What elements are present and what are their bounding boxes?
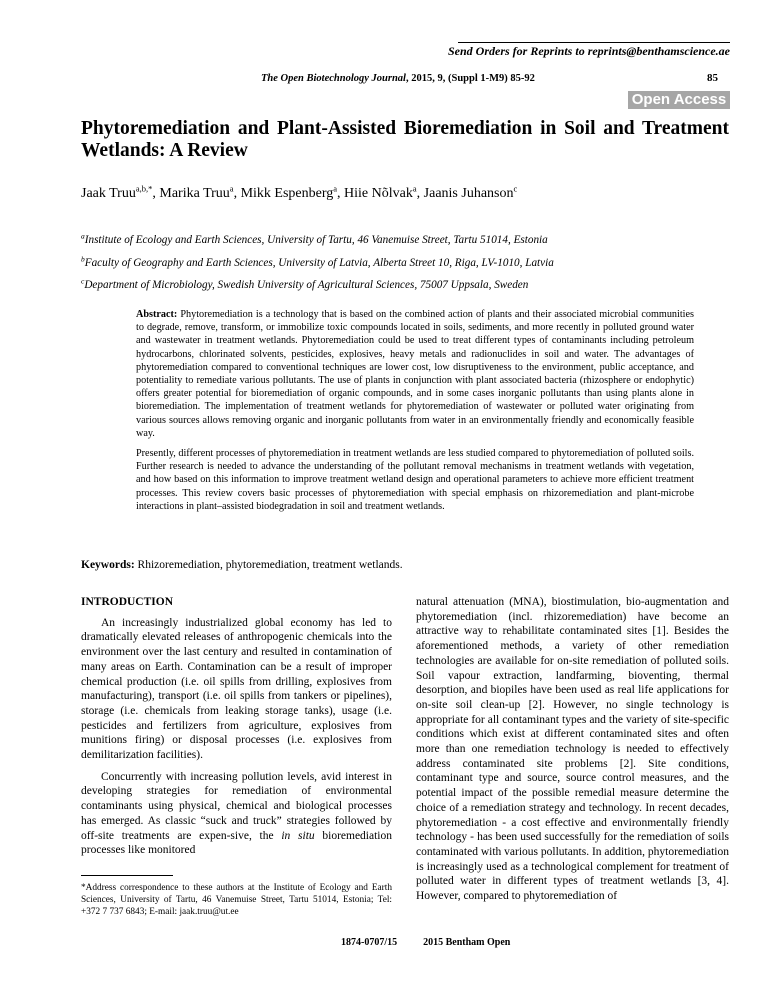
journal-name: The Open Biotechnology Journal <box>261 73 406 84</box>
affiliation-text: Department of Microbiology, Swedish University of Agricultural Sciences, 75007 Uppsala, Sweden <box>84 279 529 291</box>
affiliation-mark: b <box>81 254 85 264</box>
body-text: bioremediation processes like monitored <box>81 829 392 857</box>
affiliation <box>81 231 548 246</box>
publisher: 2015 Bentham Open <box>423 937 511 948</box>
journal-citation <box>261 73 535 84</box>
author-affil-mark: a <box>229 183 234 194</box>
body-paragraph <box>81 770 392 858</box>
journal-volume: , 2015, 9, (Suppl 1-M9) 85-92 <box>405 73 535 84</box>
author-name: Jaanis Juhanson <box>423 186 514 201</box>
correspondence-footnote: *Address correspondence to these authors at the Institute of Ecology and Earth Sciences, University of Tartu, 46 Vanemuise Street, Tartu 51014, Estonia; Tel: +372 7 737 6843; E-mail: jaak.truu@ut.ee <box>81 883 392 917</box>
abstract-label: Abstract: <box>136 309 178 320</box>
abstract-text: Phytoremediation is a technology that is based on the combined action of plants and their associated microbial communities to degrade, remove, transform, or immobilize toxic compounds located in soils, sediments, and more recently in polluted ground water and wastewater in treatment wetlands. Phytoremediation could be used to treat different types of contaminants including petroleum hydrocarbons, chlorinated solvents, pesticides, explosives, heavy metals and radionuclides in soil and water. The advantages of phytoremediation compared to conventional techniques are lower cost, low disruptiveness to the environment, public acceptance, and potentiality to remediate various pollutants. The use of plants in conjunction with plant associated bacteria (rhizosphere or endophytic) offers greater potential for bioremediation of organic compounds, and in some cases inorganic pollutants than using plants alone in bioremediation. The implementation of treatment wetlands for phytoremediation of wastewater or polluted water originating from various sources allows removing organic and inorganic pollutants from water in an environmentally friendly and economically feasible way. <box>136 309 695 439</box>
section-heading: INTRODUCTION <box>81 596 174 608</box>
body-emphasis: in situ <box>281 829 315 842</box>
author-affil-mark: a <box>412 183 417 194</box>
issn: 1874-0707/15 <box>341 937 398 948</box>
page-footer <box>341 937 510 948</box>
affiliation <box>81 254 554 269</box>
body-paragraph: natural attenuation (MNA), biostimulation, bio-augmentation and phytoremediation (incl. rhizoremediation) have become an attractive way to rehabilitate contaminated sites [1]. Besides the aforementioned methods, a variety of other remediation technologies are available for on-site remediation of polluted soils. Soil vapour extraction, landfarming, bioventing, thermal desorption, and biopiles have been used as real life applications for on-site soil clean-up [2]. However, no single technology is appropriate for all contaminant types and the variety of site-specific conditions which exist at different contaminated sites and often more than one remediation technology is needed to effectively address contaminated site problems [2]. Site conditions, contaminant type and source, source control measures, and the potential impact of the possible remedial measure determine the choice of a remediation strategy and technology. In recent decades, phytoremediation - a cost effective and environmentally friendly technology - has been used successfully for the remediation of soils contaminated with various pollutants. In addition, phytoremediation is increasingly used as a technological complement for treatment of polluted water in different types of treatment wetlands [3, 4]. However, compared to phytoremediation of <box>416 596 729 903</box>
article-title: Phytoremediation and Plant-Assisted Bioremediation in Soil and Treatment Wetlands: A Review <box>81 118 729 161</box>
body-text: Concurrently with increasing pollution levels, avid interest in developing strategies for remediation of environmental contaminants using physical, chemical and biological processes has emerged. As classic “suck and truck” strategies followed by off-site treatments are expen-sive, the <box>81 770 392 842</box>
affiliation-mark: c <box>81 276 85 286</box>
keywords-label: Keywords: <box>81 559 135 571</box>
keywords <box>81 559 403 571</box>
author-name: Marika Truu <box>159 186 230 201</box>
author-list: Jaak Truu$^{a,b,*}$, Marika Truu$^a$, Mikk Espenberg$^a$, Hiie Nõlvak$^a$, Jaanis Juhanson$^c$ <box>81 183 518 201</box>
author-name: Mikk Espenberg <box>240 186 334 201</box>
author-name: Hiie Nõlvak <box>344 186 413 201</box>
author-affil-mark: a <box>333 183 338 194</box>
author-name: Jaak Truu <box>81 186 136 201</box>
abstract-paragraph <box>136 308 694 440</box>
keywords-text: Rhizoremediation, phytoremediation, treatment wetlands. <box>137 559 403 571</box>
author-affil-mark: c <box>513 183 518 194</box>
affiliation <box>81 276 529 291</box>
affiliation-text: Faculty of Geography and Earth Sciences, University of Latvia, Alberta Street 10, Riga, LV-1010, Latvia <box>84 257 554 269</box>
right-column <box>416 595 729 904</box>
left-column <box>81 595 392 858</box>
affiliation-mark: a <box>81 231 85 241</box>
body-paragraph: An increasingly industrialized global economy has led to dramatically elevated releases of anthropogenic chemicals into the environment over the last century and resulted in contamination of many areas on Earth. Contamination can be a result of improper chemical production (i.e. oil spills from drilling, explosives from manufacturing), transport (i.e. oil spills from tankers or pipelines), storage (i.e. chemicals from leaking storage tanks), usage (i.e. pesticides and fertilizers from agriculture, explosives from munitions firing) or disposal processes (i.e. explosives from demilitarization facilities). <box>81 616 392 762</box>
author-affil-mark: a,b,* <box>135 183 153 194</box>
open-access-badge: Open Access <box>628 91 730 109</box>
reprint-notice: Send Orders for Reprints to reprints@benthamscience.ae <box>448 44 730 58</box>
reprint-rule <box>458 42 730 43</box>
affiliation-text: Institute of Ecology and Earth Sciences, University of Tartu, 46 Vanemuise Street, Tartu 51014, Estonia <box>84 234 548 246</box>
footnote-rule <box>81 875 173 876</box>
abstract <box>136 308 694 513</box>
abstract-paragraph: Presently, different processes of phytoremediation in treatment wetlands are less studied compared to phytoremediation of polluted soils. Further research is needed to advance the understanding of the pollutant removal mechanisms in treatment wetlands with vegetation, and how based on this information to improve treatment wetland design and operational parameters to achieve more efficient treatment processes. This review covers basic processes of phytoremediation with special emphasis on rhizoremediation and plant-microbe interactions in plant–assisted biodegradation in soil and treatment wetlands. <box>136 448 694 512</box>
page-number: 85 <box>707 72 718 84</box>
